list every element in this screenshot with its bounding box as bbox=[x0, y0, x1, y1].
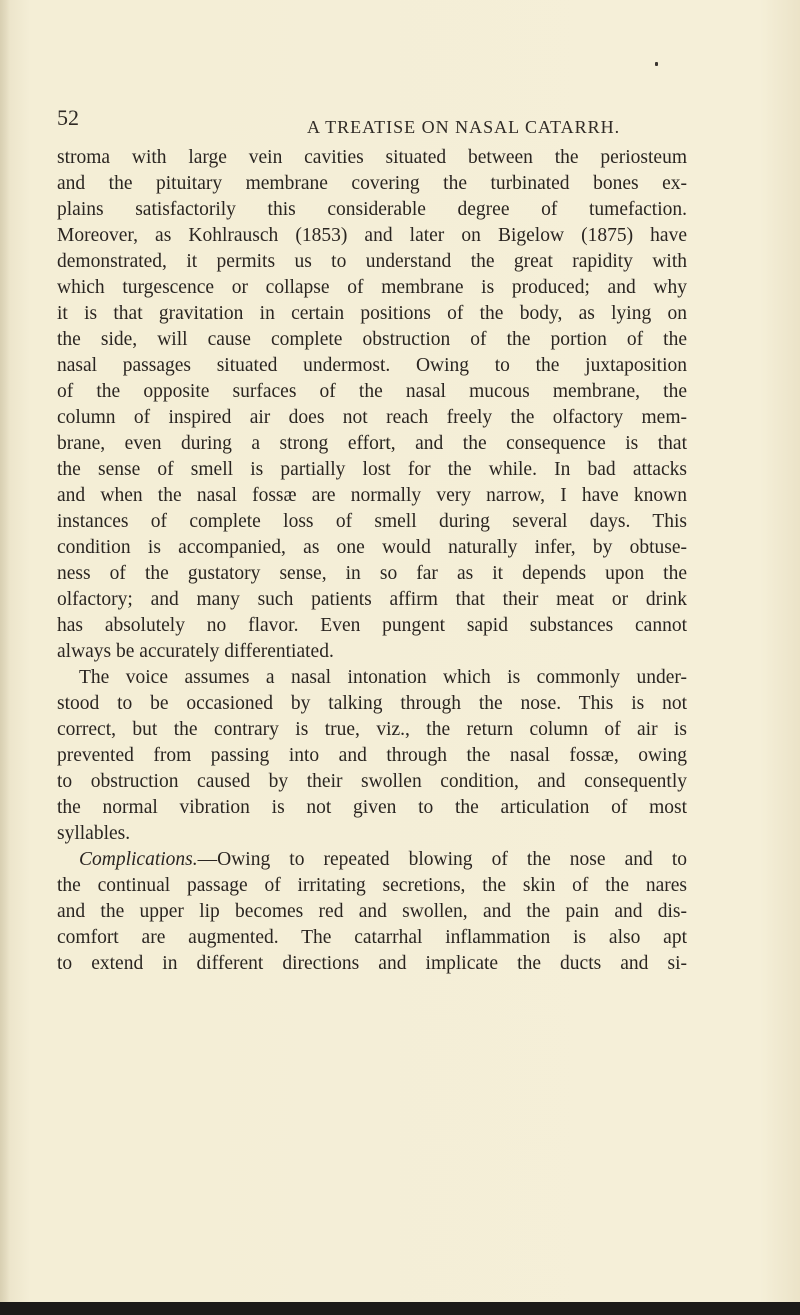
text-line: Moreover, as Kohlrausch (1853) and later on Bigelow (1875) have bbox=[57, 225, 687, 246]
page-gutter-shadow bbox=[0, 0, 10, 1315]
text-line: prevented from passing into and through the nasal fossæ, owing bbox=[57, 745, 687, 766]
text-line: comfort are augmented. The catarrhal inflammation is also apt bbox=[57, 927, 687, 948]
text-line: brane, even during a strong effort, and the consequence is that bbox=[57, 433, 687, 454]
text-line bbox=[57, 847, 687, 873]
text-line: ness of the gustatory sense, in so far as it depends upon the bbox=[57, 563, 687, 584]
text-line: condition is accompanied, as one would naturally infer, by obtuse- bbox=[57, 537, 687, 558]
text-run: —Owing to repeated blowing of the nose and to bbox=[197, 849, 687, 870]
text-line: stood to be occasioned by talking through the nose. This is not bbox=[57, 693, 687, 714]
page-number: 52 bbox=[57, 105, 79, 130]
text-line: demonstrated, it permits us to understand the great rapidity with bbox=[57, 251, 687, 272]
text-line: always be accurately differentiated. bbox=[57, 641, 334, 662]
text-line: plains satisfactorily this considerable degree of tumefaction. bbox=[57, 199, 687, 220]
running-head bbox=[57, 105, 677, 145]
text-line: The voice assumes a nasal intonation which is commonly under- bbox=[79, 667, 687, 688]
text-line: instances of complete loss of smell during several days. This bbox=[57, 511, 687, 532]
section-heading: Complications. bbox=[79, 849, 198, 870]
text-line: and the upper lip becomes red and swollen, and the pain and dis- bbox=[57, 901, 687, 922]
text-line: to extend in different directions and implicate the ducts and si- bbox=[57, 953, 687, 974]
text-line: it is that gravitation in certain positions of the body, as lying on bbox=[57, 303, 687, 324]
text-line: and when the nasal fossæ are normally very narrow, I have known bbox=[57, 485, 687, 506]
text-line: correct, but the contrary is true, viz., the return column of air is bbox=[57, 719, 687, 740]
text-line: nasal passages situated undermost. Owing to the juxtaposition bbox=[57, 355, 687, 376]
text-line: syllables. bbox=[57, 823, 131, 844]
text-line: column of inspired air does not reach freely the olfactory mem- bbox=[57, 407, 687, 428]
text-line: the side, will cause complete obstruction of the portion of the bbox=[57, 329, 687, 350]
text-line: the continual passage of irritating secretions, the skin of the nares bbox=[57, 875, 687, 896]
text-line: and the pituitary membrane covering the turbinated bones ex- bbox=[57, 173, 687, 194]
ink-speck bbox=[655, 62, 658, 66]
text-line: which turgescence or collapse of membrane is produced; and why bbox=[57, 277, 687, 298]
text-line: the normal vibration is not given to the articulation of most bbox=[57, 797, 687, 818]
text-line: to obstruction caused by their swollen condition, and consequently bbox=[57, 771, 687, 792]
text-line: the sense of smell is partially lost for the while. In bad attacks bbox=[57, 459, 687, 480]
text-line: olfactory; and many such patients affirm that their meat or drink bbox=[57, 589, 687, 610]
body-text bbox=[57, 145, 687, 977]
running-title: A TREATISE ON NASAL CATARRH. bbox=[307, 117, 621, 137]
text-line: of the opposite surfaces of the nasal mucous membrane, the bbox=[57, 381, 687, 402]
text-line: has absolutely no flavor. Even pungent sapid substances cannot bbox=[57, 615, 687, 636]
text-line: stroma with large vein cavities situated between the periosteum bbox=[57, 147, 687, 168]
bottom-edge-rule bbox=[0, 1302, 800, 1315]
